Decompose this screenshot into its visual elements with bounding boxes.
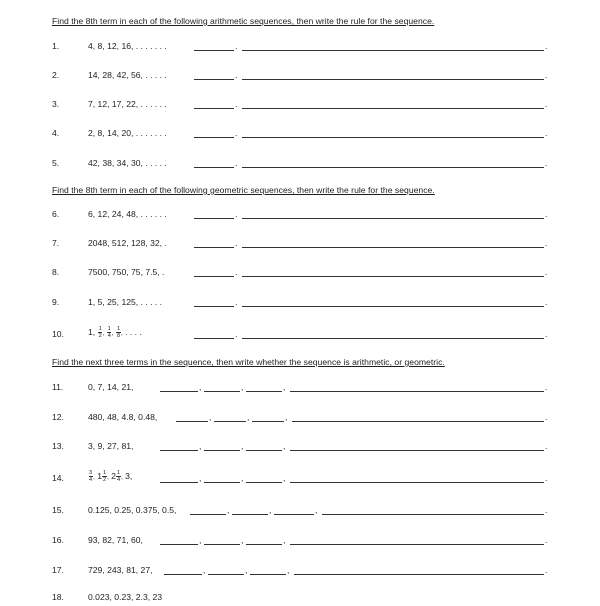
- fraction: [98, 326, 102, 339]
- punct: .: [545, 382, 548, 392]
- answer-blank-8th-term[interactable]: [194, 70, 234, 80]
- answer-blank-term-3[interactable]: [250, 565, 286, 575]
- sequence-text: 42, 38, 34, 30, . . . . .: [88, 158, 167, 168]
- punct: .: [235, 209, 238, 219]
- sequence-text: 729, 243, 81, 27,: [88, 565, 153, 575]
- numerator: 1: [107, 326, 111, 332]
- problem-number: 13.: [52, 441, 64, 451]
- numerator: 1: [116, 470, 121, 476]
- answer-blank-8th-term[interactable]: [194, 99, 234, 109]
- sequence-lead: 1,: [88, 326, 96, 337]
- punct: .: [545, 441, 548, 451]
- answer-blank-rule[interactable]: [242, 238, 544, 248]
- punct: .: [545, 209, 548, 219]
- answer-blank-term-2[interactable]: [204, 535, 240, 545]
- numerator: 1: [116, 326, 121, 332]
- punct: .: [235, 99, 238, 109]
- punct: ,: [227, 505, 230, 515]
- answer-blank-8th-term[interactable]: [194, 209, 234, 219]
- problem-9: [0, 297, 600, 311]
- whole-part: 1: [97, 470, 102, 481]
- problem-6: [0, 209, 600, 223]
- punct: ,: [287, 565, 290, 575]
- answer-blank-rule[interactable]: [242, 209, 544, 219]
- comma: ,: [102, 330, 105, 337]
- answer-blank-type[interactable]: [290, 473, 544, 483]
- punct: ,: [203, 565, 206, 575]
- punct: .: [235, 267, 238, 277]
- answer-blank-8th-term[interactable]: [194, 41, 234, 51]
- answer-blank-term-3[interactable]: [274, 505, 314, 515]
- problem-3: [0, 99, 600, 113]
- problem-4: [0, 128, 600, 142]
- answer-blank-8th-term[interactable]: [194, 238, 234, 248]
- problem-10: [0, 326, 600, 343]
- sequence-text: 0.023, 0.23, 2.3, 23: [88, 592, 163, 602]
- sequence-text: 6, 12, 24, 48, . . . . . .: [88, 209, 167, 219]
- problem-number: 7.: [52, 238, 60, 248]
- answer-blank-8th-term[interactable]: [194, 267, 234, 277]
- comma: ,: [93, 474, 95, 481]
- comma: ,: [111, 330, 114, 337]
- punct: .: [545, 128, 548, 138]
- punct: ,: [283, 535, 286, 545]
- answer-blank-rule[interactable]: [242, 267, 544, 277]
- answer-blank-type[interactable]: [292, 412, 544, 422]
- problem-16: [0, 535, 600, 549]
- answer-blank-term-3[interactable]: [246, 535, 282, 545]
- answer-blank-term-1[interactable]: [160, 382, 198, 392]
- sequence-text: 0, 7, 14, 21,: [88, 382, 134, 392]
- sequence-text: 93, 82, 71, 60,: [88, 535, 143, 545]
- answer-blank-rule[interactable]: [242, 297, 544, 307]
- sequence-text: 3, 9, 27, 81,: [88, 441, 134, 451]
- answer-blank-term-3[interactable]: [246, 382, 282, 392]
- problem-18: [0, 592, 600, 606]
- problem-number: 8.: [52, 267, 60, 277]
- denominator: 2: [102, 477, 107, 483]
- punct: ,: [283, 441, 286, 451]
- punct: .: [545, 70, 548, 80]
- fraction: [102, 470, 106, 483]
- sequence-text: 2, 8, 14, 20, . . . . . . .: [88, 128, 167, 138]
- problem-2: [0, 70, 600, 84]
- answer-blank-term-2[interactable]: [204, 473, 240, 483]
- problem-number: 4.: [52, 128, 60, 138]
- punct: .: [545, 158, 548, 168]
- comma: ,: [121, 330, 123, 337]
- answer-blank-rule[interactable]: [242, 41, 544, 51]
- punct: .: [545, 473, 548, 483]
- problem-number: 1.: [52, 41, 60, 51]
- punct: ,: [245, 565, 248, 575]
- punct: .: [235, 329, 238, 339]
- section-heading-geometric: Find the 8th term in each of the following geometric sequences, then write the rule for the sequence.: [52, 185, 435, 195]
- answer-blank-term-1[interactable]: [160, 473, 198, 483]
- punct: ,: [315, 505, 318, 515]
- problem-1: [0, 41, 600, 55]
- fraction: [89, 470, 93, 483]
- answer-blank-type[interactable]: [294, 565, 544, 575]
- punct: .: [545, 329, 548, 339]
- answer-blank-rule[interactable]: [242, 70, 544, 80]
- section-heading-next-terms: Find the next three terms in the sequence, then write whether the sequence is arithmetic, or geometric.: [52, 357, 445, 367]
- answer-blank-term-2[interactable]: [232, 505, 268, 515]
- answer-blank-rule[interactable]: [242, 329, 544, 339]
- answer-blank-rule[interactable]: [242, 158, 544, 168]
- answer-blank-8th-term[interactable]: [194, 297, 234, 307]
- denominator: 4: [116, 477, 121, 483]
- sequence-text: 14, 28, 42, 56, . . . . .: [88, 70, 167, 80]
- denominator: 2: [98, 333, 102, 339]
- punct: ,: [241, 382, 244, 392]
- punct: ,: [241, 441, 244, 451]
- punct: .: [545, 99, 548, 109]
- punct: ,: [283, 382, 286, 392]
- punct: .: [545, 505, 548, 515]
- problem-number: 17.: [52, 565, 64, 575]
- problem-number: 3.: [52, 99, 60, 109]
- punct: .: [545, 297, 548, 307]
- fraction: [107, 326, 111, 339]
- punct: .: [545, 565, 548, 575]
- answer-blank-8th-term[interactable]: [194, 329, 234, 339]
- punct: .: [235, 158, 238, 168]
- punct: .: [545, 267, 548, 277]
- comma: ,: [121, 474, 123, 481]
- punct: .: [235, 41, 238, 51]
- sequence-text: [88, 326, 142, 339]
- answer-blank-term-1[interactable]: [190, 505, 226, 515]
- problem-number: 10.: [52, 329, 64, 339]
- problem-number: 12.: [52, 412, 64, 422]
- numerator: 1: [98, 326, 102, 332]
- denominator: 8: [116, 333, 121, 339]
- sequence-tail: 3,: [125, 470, 133, 481]
- punct: .: [235, 70, 238, 80]
- punct: .: [545, 238, 548, 248]
- answer-blank-rule[interactable]: [242, 128, 544, 138]
- punct: ,: [241, 473, 244, 483]
- answer-blank-term-2[interactable]: [214, 412, 246, 422]
- problem-14: [0, 470, 600, 487]
- punct: ,: [241, 535, 244, 545]
- answer-blank-term-2[interactable]: [208, 565, 244, 575]
- punct: ,: [247, 412, 250, 422]
- answer-blank-term-1[interactable]: [160, 535, 198, 545]
- answer-blank-type[interactable]: [290, 382, 544, 392]
- problem-17: [0, 565, 600, 579]
- punct: .: [545, 41, 548, 51]
- sequence-text: 7500, 750, 75, 7.5, .: [88, 267, 165, 277]
- sequence-text: 7, 12, 17, 22, . . . . . .: [88, 99, 167, 109]
- answer-blank-type[interactable]: [290, 441, 544, 451]
- problem-number: 5.: [52, 158, 60, 168]
- punct: ,: [199, 441, 202, 451]
- answer-blank-term-1[interactable]: [176, 412, 208, 422]
- sequence-text: 2048, 512, 128, 32, .: [88, 238, 167, 248]
- denominator: 4: [107, 333, 111, 339]
- answer-blank-type[interactable]: [322, 505, 544, 515]
- problem-number: 6.: [52, 209, 60, 219]
- problem-8: [0, 267, 600, 281]
- sequence-text: 480, 48, 4.8, 0.48,: [88, 412, 158, 422]
- problem-5: [0, 158, 600, 172]
- answer-blank-term-3[interactable]: [246, 441, 282, 451]
- problem-15: [0, 505, 600, 519]
- answer-blank-8th-term[interactable]: [194, 158, 234, 168]
- answer-blank-rule[interactable]: [242, 99, 544, 109]
- answer-blank-type[interactable]: [290, 535, 544, 545]
- punct: ,: [283, 473, 286, 483]
- punct: ,: [199, 382, 202, 392]
- answer-blank-term-1[interactable]: [160, 441, 198, 451]
- sequence-text: 1, 5, 25, 125, . . . . .: [88, 297, 163, 307]
- punct: .: [235, 128, 238, 138]
- problem-number: 11.: [52, 382, 64, 392]
- sequence-text: 4, 8, 12, 16, . . . . . . .: [88, 41, 167, 51]
- fraction: [116, 470, 120, 483]
- punct: .: [235, 297, 238, 307]
- problem-number: 18.: [52, 592, 64, 602]
- denominator: 4: [89, 477, 93, 483]
- fraction: [116, 326, 120, 339]
- sequence-text: [88, 470, 132, 483]
- numerator: 1: [102, 470, 107, 476]
- punct: ,: [269, 505, 272, 515]
- problem-13: [0, 441, 600, 455]
- sequence-text: 0.125, 0.25, 0.375, 0.5,: [88, 505, 177, 515]
- punct: .: [235, 238, 238, 248]
- punct: .: [545, 412, 548, 422]
- whole-part: 2: [111, 470, 116, 481]
- answer-blank-term-2[interactable]: [204, 382, 240, 392]
- answer-blank-term-1[interactable]: [164, 565, 202, 575]
- answer-blank-term-3[interactable]: [252, 412, 284, 422]
- answer-blank-term-3[interactable]: [246, 473, 282, 483]
- numerator: 3: [89, 470, 93, 476]
- problem-number: 14.: [52, 473, 64, 483]
- problem-number: 2.: [52, 70, 60, 80]
- punct: ,: [285, 412, 288, 422]
- problem-number: 9.: [52, 297, 60, 307]
- answer-blank-term-2[interactable]: [204, 441, 240, 451]
- problem-12: [0, 412, 600, 426]
- problem-11: [0, 382, 600, 396]
- sequence-tail: . . . .: [125, 326, 142, 337]
- problem-number: 15.: [52, 505, 64, 515]
- answer-blank-8th-term[interactable]: [194, 128, 234, 138]
- punct: ,: [209, 412, 212, 422]
- punct: ,: [199, 535, 202, 545]
- problem-7: [0, 238, 600, 252]
- punct: ,: [199, 473, 202, 483]
- problem-number: 16.: [52, 535, 64, 545]
- punct: .: [545, 535, 548, 545]
- section-heading-arithmetic: Find the 8th term in each of the following arithmetic sequences, then write the rule for the sequence.: [52, 16, 435, 26]
- comma: ,: [107, 474, 109, 481]
